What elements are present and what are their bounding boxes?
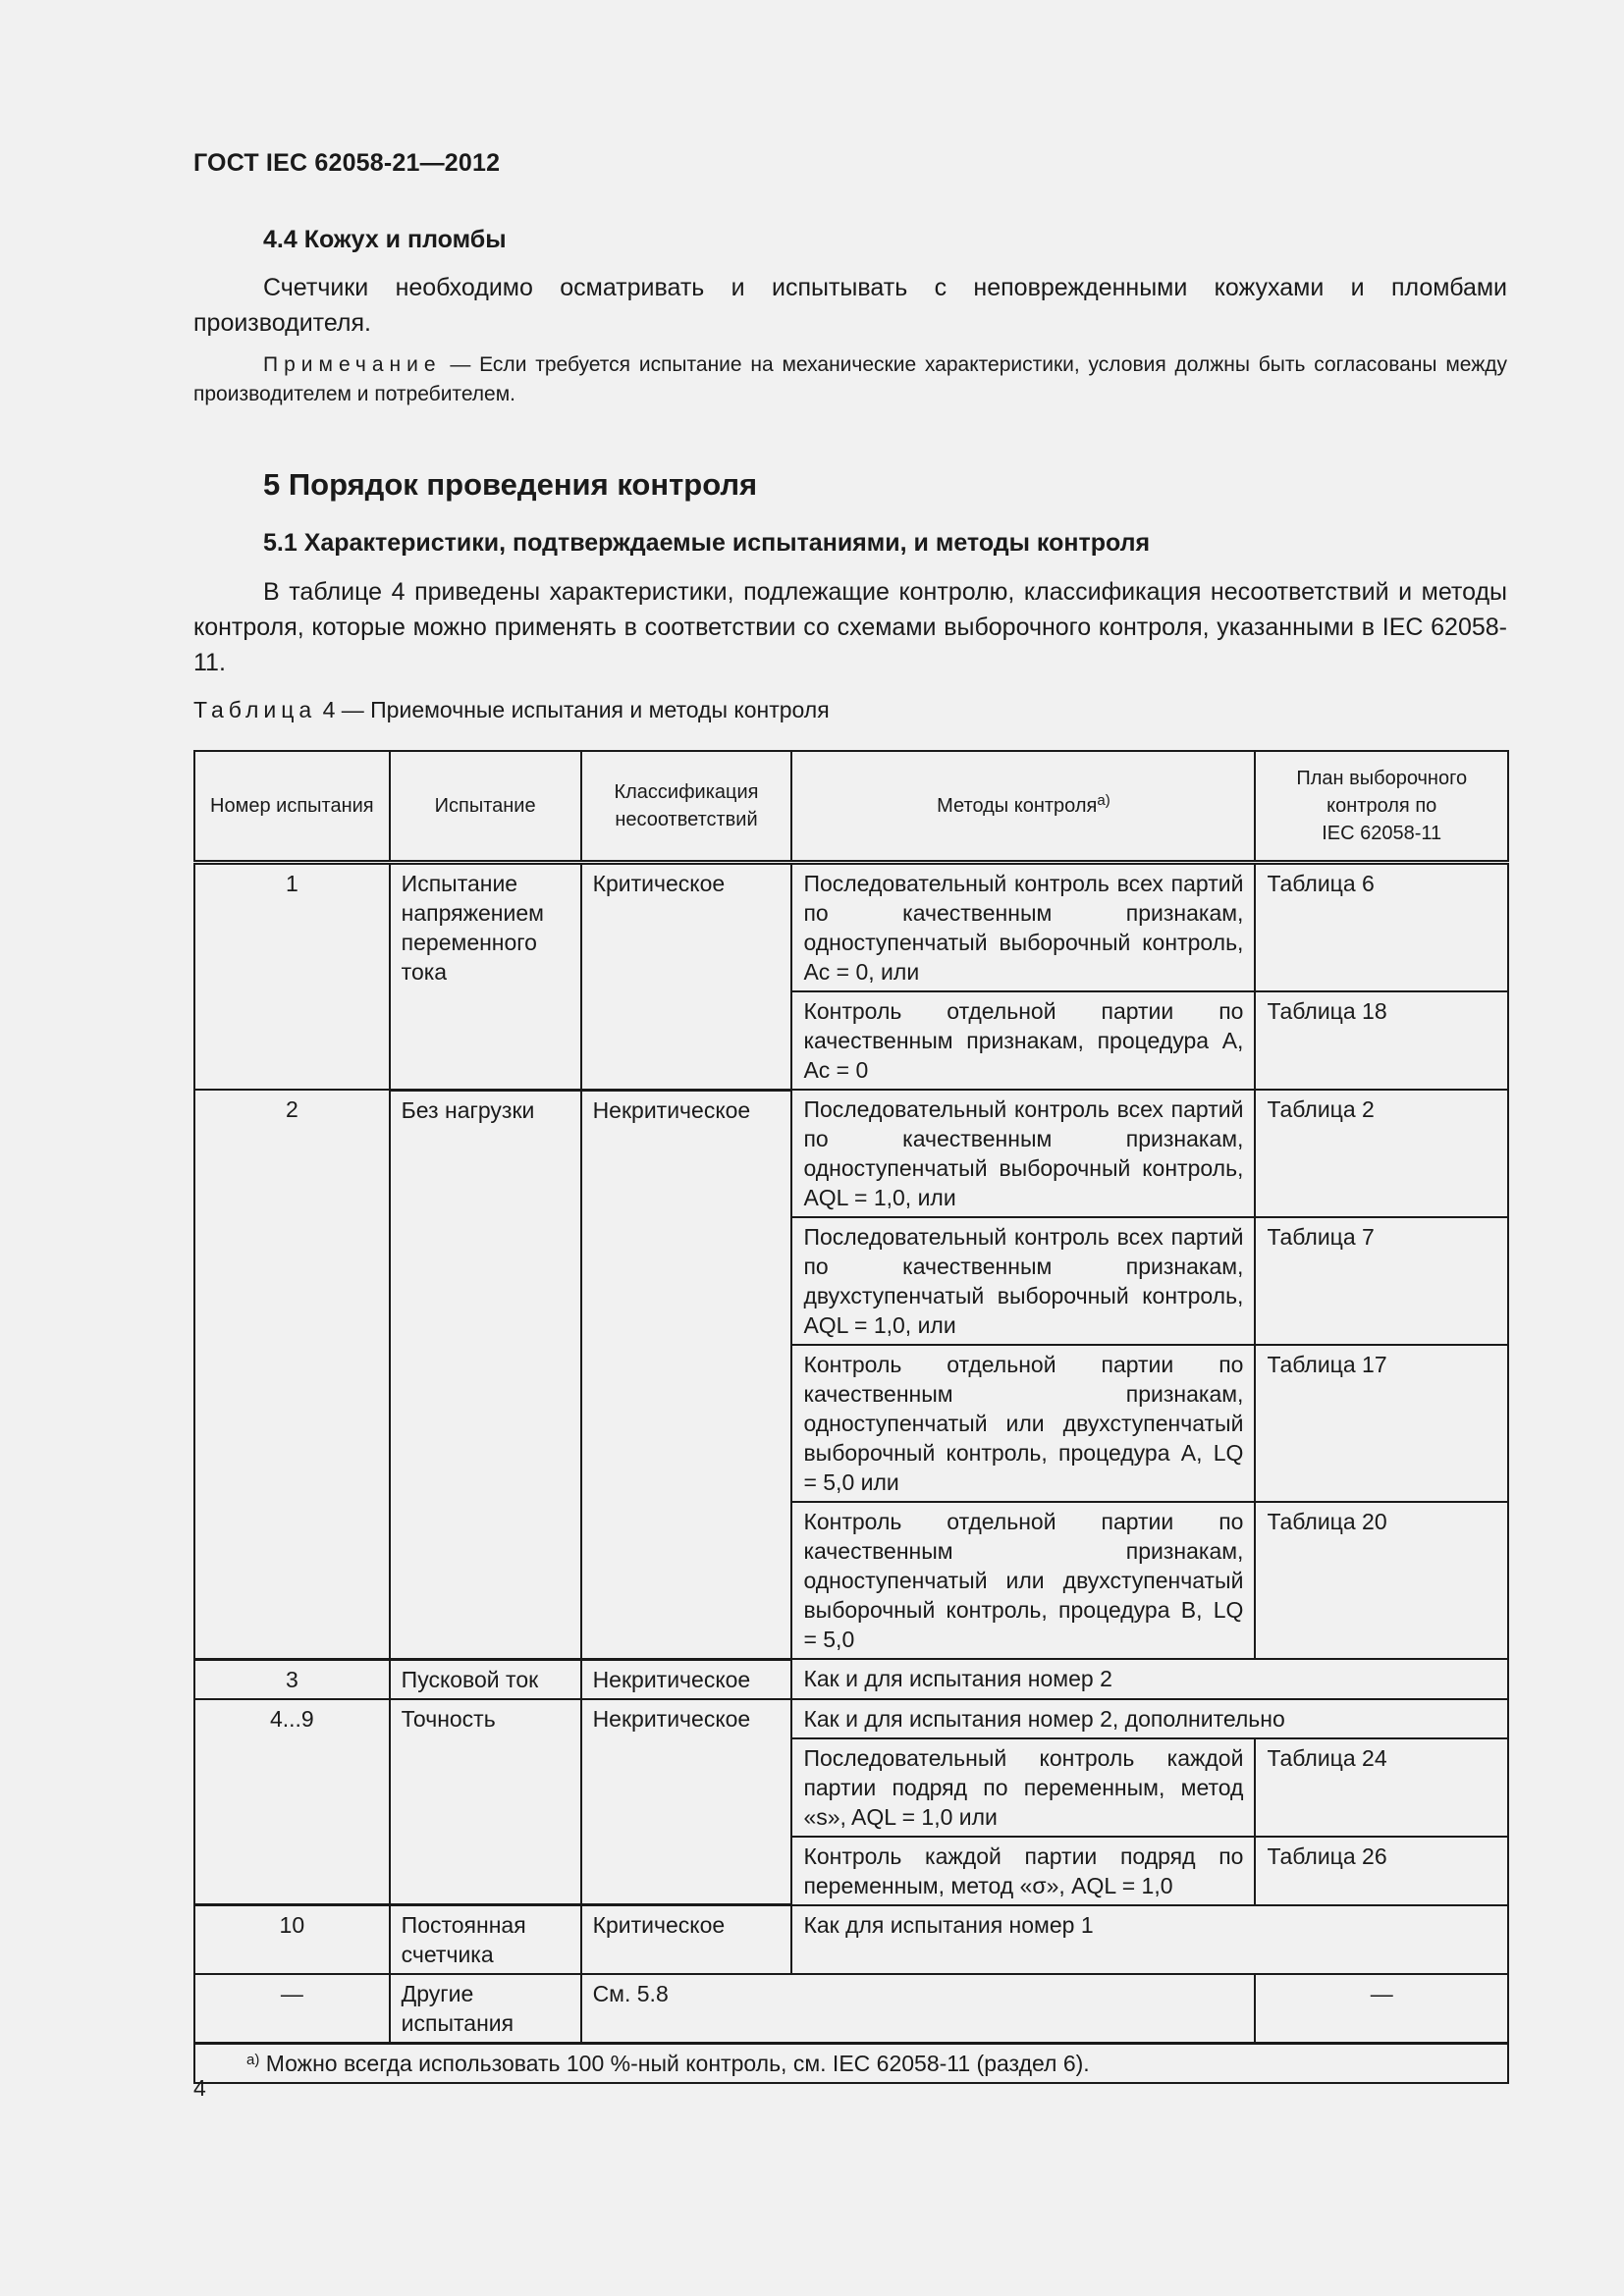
cell-plan: Таблица 20 (1255, 1502, 1508, 1659)
table-caption (193, 697, 830, 723)
cell-classification: Критическое (581, 1905, 792, 1975)
cell-method: Контроль отдельной партии по качественным признакам, процедура А, Ac = 0 (791, 991, 1255, 1090)
table-row (194, 1905, 1508, 1975)
cell-test: Испытание напряжением переменного тока (390, 863, 581, 1091)
cell-method: Последовательный контроль всех партий по качественным признакам, двухступенчатый выборочный контроль, AQL = 1,0, или (791, 1217, 1255, 1345)
section-4-4-paragraph: Счетчики необходимо осматривать и испытывать с неповрежденными кожухами и пломбами производителя. (193, 274, 1507, 337)
cell-method: Контроль каждой партии подряд по переменным, метод «σ», AQL = 1,0 (791, 1837, 1255, 1905)
cell-test: Постоянная счетчика (390, 1905, 581, 1975)
cell-test: Другие испытания (390, 1974, 581, 2044)
header-classification: Классификация несоответствий (581, 751, 792, 863)
header-test: Испытание (390, 751, 581, 863)
cell-test: Без нагрузки (390, 1090, 581, 1659)
header-plan: План выборочного контроля по IEC 62058-11 (1255, 751, 1508, 863)
cell-method: Последовательный контроль всех партий по качественным признакам, одноступенчатый выборочный контроль, Ac = 0, или (791, 863, 1255, 992)
section-5-1-paragraph: В таблице 4 приведены характеристики, подлежащие контролю, классификация несоответствий и методы контроля, которые можно применять в соответствии со схемами выборочного контроля, указанными в IEC 62058-11. (193, 578, 1507, 676)
cell-number: 4...9 (194, 1699, 390, 1905)
section-4-4-note (193, 350, 1507, 409)
cell-plan: — (1255, 1974, 1508, 2044)
cell-classification: Некритическое (581, 1699, 792, 1905)
page-number: 4 (193, 2075, 206, 2101)
cell-classification: Некритическое (581, 1659, 792, 1699)
table-footnote-row (194, 2044, 1508, 2084)
note-text: — Если требуется испытание на механические характеристики, условия должны быть согласованы между производителем и потребителем. (193, 353, 1507, 405)
cell-method: Контроль отдельной партии по качественным признакам, одноступенчатый или двухступенчатый выборочный контроль, процедура В, LQ = 5,0 (791, 1502, 1255, 1659)
cell-plan: Таблица 26 (1255, 1837, 1508, 1905)
cell-method: Как для испытания номер 1 (791, 1905, 1508, 1975)
cell-method: Как и для испытания номер 2, дополнительно (791, 1699, 1508, 1738)
document-header: ГОСТ IEC 62058-21—2012 (193, 149, 501, 177)
header-number: Номер испытания (194, 751, 390, 863)
cell-classification: Некритическое (581, 1090, 792, 1659)
cell-test: Пусковой ток (390, 1659, 581, 1699)
table-row (194, 1659, 1508, 1699)
cell-plan: Таблица 18 (1255, 991, 1508, 1090)
cell-plan: Таблица 2 (1255, 1090, 1508, 1217)
table-row (194, 863, 1508, 992)
section-4-4-title: 4.4 Кожух и пломбы (263, 226, 507, 253)
cell-method: Как и для испытания номер 2 (791, 1659, 1508, 1699)
cell-method: См. 5.8 (581, 1974, 1256, 2044)
cell-test: Точность (390, 1699, 581, 1905)
table-row (194, 1699, 1508, 1738)
cell-number: 10 (194, 1905, 390, 1975)
cell-method: Контроль отдельной партии по качественным признакам, одноступенчатый или двухступенчатый выборочный контроль, процедура А, LQ = 5,0 или (791, 1345, 1255, 1502)
header-methods: Методы контроля$^{а)}$ (791, 751, 1255, 863)
table-row (194, 1974, 1508, 2044)
cell-number: 2 (194, 1090, 390, 1659)
cell-number: — (194, 1974, 390, 2044)
acceptance-tests-table (193, 750, 1509, 2084)
header-methods-footnote-mark: а) (1097, 792, 1110, 809)
cell-number: 3 (194, 1659, 390, 1699)
cell-plan: Таблица 17 (1255, 1345, 1508, 1502)
table-caption-text: 4 — Приемочные испытания и методы контроля (316, 697, 830, 722)
cell-plan: Таблица 24 (1255, 1738, 1508, 1837)
table-caption-label: Таблица (193, 697, 317, 722)
table-row (194, 1090, 1508, 1217)
footnote-text: Можно всегда использовать 100 %-ный контроль, см. IEC 62058-11 (раздел 6). (259, 2051, 1090, 2076)
cell-method: Последовательный контроль всех партий по качественным признакам, одноступенчатый выборочный контроль, AQL = 1,0, или (791, 1090, 1255, 1217)
section-5-1-title: 5.1 Характеристики, подтверждаемые испытаниями, и методы контроля (263, 529, 1151, 557)
footnote-mark: а) (246, 2052, 260, 2068)
cell-number: 1 (194, 863, 390, 1091)
cell-classification: Критическое (581, 863, 792, 1091)
table-header-row (194, 751, 1508, 863)
note-label: Примечание (263, 353, 442, 376)
cell-plan: Таблица 7 (1255, 1217, 1508, 1345)
cell-plan: Таблица 6 (1255, 863, 1508, 992)
section-5-title: 5 Порядок проведения контроля (263, 467, 758, 502)
cell-method: Последовательный контроль каждой партии подряд по переменным, метод «s», AQL = 1,0 или (791, 1738, 1255, 1837)
table-footnote (194, 2044, 1508, 2084)
